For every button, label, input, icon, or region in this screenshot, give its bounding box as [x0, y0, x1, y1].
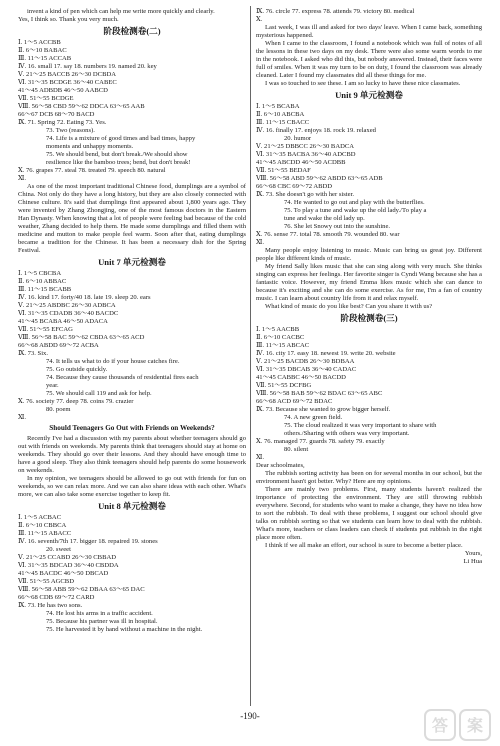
paragraph: The rubbish sorting activity has been on for several months in our school, but the environment hasn't got better. Why? Here are my opinions.: [256, 470, 482, 485]
answer-line: Ⅵ. 31～35 CDADB 36～40 BACDC: [18, 310, 119, 317]
answer-line: Ⅷ. 56～58 ABB 59～62 DBAA 63～65 DAC: [18, 586, 145, 593]
answer-line: 41～45 CABBC 46～50 BACDD: [256, 374, 346, 381]
answer-line: Ⅵ. 31～35 BDCAD 36～40 CBDDA: [18, 562, 119, 569]
answer-line: Ⅸ. 73. Because she wanted to grow bigger herself.: [256, 406, 391, 413]
answer-line: Ⅱ. 6～10 BABAC: [18, 47, 67, 54]
paragraph: There are mainly two problems. First, many students haven't realized the importance of protecting the environment. They are still throwing rubbish everywhere. Second, for students who want to make a change, they have no idea how to sort the rubbish. To deal with these problems, I suggest our school should give talks on rubbish sorting so that we students can learn how to deal with the rubbish. What's more, teachers or class leaders can check if students put rubbish in the right place more often.: [256, 486, 482, 541]
answer-line: Ⅰ. 1～5 CBCBA: [18, 270, 62, 277]
signature-line: Li Hua: [463, 558, 482, 565]
answer-line: Ⅳ. 16. small 17. say 18. numbers 19. named 20. key: [18, 63, 157, 70]
answer-line: Ⅹ. 76. society 77. deep 78. coins 79. crazier: [18, 398, 134, 405]
paragraph: My friend Sally likes music that she can sing along with very much. She thinks singing can express her feelings. Her favorite singer is Cyndi Wang because she has a fantastic voice. However, my friend Emma likes music which she can dance to because it's exciting and she can do some exercise. As for me, I'm a fan of country music. I can learn about country life from it and relax myself.: [256, 263, 482, 302]
answer-line: Ⅶ. 51～55 DCFBG: [256, 382, 312, 389]
answer-line: 20. humor: [284, 135, 312, 142]
answer-line: Ⅶ. 51～55 AGCBD: [18, 578, 74, 585]
paragraph: When I came to the classroom, I found a notebook which was full of notes of all the lessons in these two days on my desk. There were also some warm words to me in the notebook. I asked who did this, but nobody answered. Instead, their faces were full of smiles. When it was my turn to be on duty, I found the classroom was already cleaned. Later I found my classmates did all these things for me.: [256, 40, 482, 79]
answer-line: Ⅲ. 11～15 BCABB: [18, 286, 72, 293]
answer-line: Ⅱ. 6～10 CBBCA: [18, 522, 67, 529]
answer-line: 41～45 ADBDB 46～50 AABCD: [18, 87, 108, 94]
answer-line: Ⅲ. 11～15 ABACC: [18, 530, 72, 537]
answer-line: Ⅳ. 16. finally 17. enjoys 18. rock 19. relaxed: [256, 127, 376, 134]
left-column: [18, 8, 246, 634]
answer-line: Ⅺ.: [256, 454, 265, 461]
answer-line: 74. He lost his arms in a traffic accident.: [46, 610, 153, 617]
answer-line: Ⅲ. 11～15 CBACC: [256, 119, 310, 126]
answer-line: Ⅴ. 21～25 DBBCC 26～30 BADCA: [256, 143, 355, 150]
section-heading: Unit 7 单元检测卷: [98, 257, 166, 267]
answer-line: Ⅷ. 56～58 CBD 59～62 DDCA 63～65 AAB: [18, 103, 145, 110]
paragraph: I think if we all make an effort, our school is sure to become a better place.: [265, 542, 463, 549]
answer-line: 41～45 ABCDD 46～50 ACDBB: [256, 159, 346, 166]
answer-line: Ⅹ. 76. sense 77. total 78. smooth 79. wounded 80. war: [256, 231, 400, 238]
answer-line: Ⅸ. 73. He has two sons.: [18, 602, 83, 609]
answer-line: 74. It tells us what to do if your house catches fire.: [46, 358, 180, 365]
answer-line: moments and unhappy moments.: [46, 143, 134, 150]
paragraph: Recently I've had a discussion with my parents about whether teenagers should go out with friends on weekends. My parents think that teenagers should stay at home on weekends. They should go over their lessons. And they should have enough time to have a good sleep. They also think teenagers should help parents do some housework on weekends.: [18, 435, 246, 474]
answer-line: Ⅲ. 11～15 ABCAC: [256, 342, 310, 349]
paragraph: Last week, I was ill and asked for two days' leave. When I came back, something mysterious happened.: [256, 24, 482, 39]
answer-line: 41～45 BACDC 46～50 DBCAD: [18, 570, 109, 577]
answer-line: 66～68 CBC 69～72 ABDD: [256, 183, 333, 190]
answer-line: Ⅵ. 31～35 BCDGE 36～40 CABEC: [18, 79, 117, 86]
svg-text:案: 案: [466, 716, 484, 735]
answer-line: 74. Life is a mixture of good times and bad times, happy: [46, 135, 196, 142]
answer-line: Ⅵ. 31～35 DBCAB 36～40 CADAC: [256, 366, 357, 373]
answer-line: Ⅹ. 76. grapes 77. steal 78. treated 79. speech 80. natural: [18, 167, 166, 174]
section-heading: 阶段检测卷(二): [103, 26, 161, 36]
answer-line: 75. He harvested it by hand without a machine in the night.: [46, 626, 203, 633]
answer-line: year.: [46, 382, 59, 389]
answer-line: Ⅸ. 71. Spring 72. Eating 73. Yes.: [18, 119, 107, 126]
answer-line: Ⅹ.: [256, 16, 263, 23]
answer-line: Ⅶ. 51～55 BEDAF: [256, 167, 311, 174]
answer-line: others./Sharing with others was very important.: [284, 430, 410, 437]
answer-line: Yes, I think so. Thank you very much.: [18, 16, 119, 23]
answer-line: Ⅴ. 21～25 ABDBC 26～30 ADBCA: [18, 302, 116, 309]
paragraph: What kind of music do you like best? Can you share it with us?: [265, 303, 433, 310]
column-divider: [250, 6, 251, 706]
answer-line: Ⅱ. 6～10 ABCBA: [256, 111, 305, 118]
paragraph: Many people enjoy listening to music. Music can bring us great joy. Different people like different kinds of music.: [256, 247, 482, 262]
essay-title: Should Teenagers Go Out with Friends on Weekends?: [49, 424, 215, 432]
answer-line: Ⅲ. 11～15 ACCAB: [18, 55, 72, 62]
answer-line: Ⅳ. 16. seventh/7th 17. bigger 18. repaired 19. stones: [18, 538, 158, 545]
answer-line: Ⅱ. 6～10 ABBAC: [18, 278, 67, 285]
answer-line: Ⅷ. 56～58 ABD 59～62 ABDD 63～65 ADB: [256, 175, 383, 182]
answer-line: Ⅱ. 6～10 CACBC: [256, 334, 305, 341]
answer-line: 74. He wanted to go out and play with the butterflies.: [284, 199, 425, 206]
answer-line: Ⅷ. 56～58 BAB 59～62 BDAC 63～65 ABC: [256, 390, 383, 397]
answer-line: Ⅶ. 51～55 EFCAG: [18, 326, 73, 333]
answer-line: Ⅸ. 76. circle 77. express 78. attends 79. victory 80. medical: [256, 8, 415, 15]
right-column: [256, 8, 482, 566]
answer-line: 75. To play a tune and wake up the old lady./To play a: [284, 207, 427, 214]
answer-line: Dear schoolmates,: [256, 462, 305, 469]
paragraph: invent a kind of pen which can help me write more quickly and clearly.: [27, 8, 215, 15]
answer-line: 66～68 ABDD 69～72 ACBA: [18, 342, 99, 349]
answer-line: 76. She let Snowy out into the sunshine.: [284, 223, 391, 230]
answer-line: 66～68 CDB 69～72 CARD: [18, 594, 95, 601]
signature-line: Yours,: [464, 550, 482, 557]
paragraph: In my opinion, we teenagers should be allowed to go out with friends for fun on weekends, so we can relax more. And we can also share ideas with each other. What's more, we can also take some exercise together to keep fit.: [18, 475, 246, 498]
paragraph: I was so touched to see these. I am so lucky to have these nice classmates.: [265, 80, 461, 87]
answer-line: Ⅺ.: [256, 239, 265, 246]
answer-line: 75. We should call 119 and ask for help.: [46, 390, 152, 397]
answer-line: Ⅳ. 16. city 17. easy 18. newest 19. write 20. website: [256, 350, 396, 357]
answer-line: Ⅸ. 73. She doesn't go with her sister.: [256, 191, 355, 198]
answer-line: 80. poem: [46, 406, 71, 413]
answer-line: Ⅰ. 1～5 ACBAC: [18, 514, 62, 521]
answer-line: 80. silent: [284, 446, 309, 453]
answer-line: 75. Because his partner was ill in hospital.: [46, 618, 158, 625]
answer-line: Ⅹ. 76. managed 77. guards 78. safety 79. exactly: [256, 438, 385, 445]
answer-line: 20. sweet: [46, 546, 71, 553]
answer-line: Ⅰ. 1～5 BCABA: [256, 103, 300, 110]
answer-line: 41～45 BCABA 46～50 ADACA: [18, 318, 108, 325]
answer-line: Ⅺ.: [18, 175, 27, 182]
answer-line: 66～67 DCB 68～70 BACD: [18, 111, 95, 118]
answer-line: 75. We should bend, but don't break./We should show: [46, 151, 188, 158]
answer-line: Ⅺ.: [18, 414, 27, 421]
section-heading: 阶段检测卷(三): [340, 313, 398, 323]
answer-line: Ⅴ. 21～25 CCABD 26～30 CBBAD: [18, 554, 117, 561]
answer-line: Ⅰ. 1～5 ACCBB: [18, 39, 61, 46]
answer-line: Ⅴ. 21～25 BACDB 26～30 BDBAA: [256, 358, 355, 365]
answer-line: Ⅷ. 56～58 BAC 59～62 CBDA 63～65 ACD: [18, 334, 145, 341]
answer-line: Ⅸ. 73. Six.: [18, 350, 48, 357]
answer-line: 74. A new green field.: [284, 414, 343, 421]
section-heading: Unit 8 单元检测卷: [98, 501, 166, 511]
watermark-logo-icon: [424, 708, 494, 742]
answer-line: Ⅶ. 51～55 BCDGE: [18, 95, 74, 102]
answer-line: 73. Two (reasons).: [46, 127, 95, 134]
answer-line: resilience like the bamboo trees; bend, but don't break!: [46, 159, 191, 166]
answer-line: Ⅰ. 1～5 AACBB: [256, 326, 300, 333]
answer-line: 74. Because they cause thousands of residential fires each: [46, 374, 199, 381]
answer-line: Ⅳ. 16. kind 17. forty/40 18. late 19. sleep 20. ears: [18, 294, 151, 301]
answer-line: tune and wake the old lady up.: [284, 215, 365, 222]
paragraph: As one of the most important traditional Chinese food, dumplings are a symbol of China. Not only do they have a long history, but they are also closely connected with Chinese culture. It's said that dumplings first appeared about 1,800 years ago. They were invented by Zhang Zhongjing, one of the most famous doctors in the Eastern Han Dynasty. When knowing that a lot of people were feeling bad because of the cold weather, Zhang decided to help them. He made some dumplings and filled them with medicine and mutton to make people feel warm. Soon after that, eating dumplings became a tradition for the Chinese. It has been a necessary dish for the Spring Festival.: [18, 183, 246, 254]
answer-line: 75. The cloud realized it was very important to share with: [284, 422, 437, 429]
answer-line: 75. Go outside quickly.: [46, 366, 108, 373]
svg-text:答: 答: [431, 716, 449, 735]
answer-line: Ⅴ. 21～25 BACCB 26～30 DCBDA: [18, 71, 117, 78]
answer-line: Ⅵ. 31～35 BACBA 36～40 ADCBD: [256, 151, 356, 158]
answer-line: 66～68 ACD 69～72 BDAC: [256, 398, 333, 405]
section-heading: Unit 9 单元检测卷: [335, 90, 403, 100]
page-number: -190-: [240, 711, 260, 721]
